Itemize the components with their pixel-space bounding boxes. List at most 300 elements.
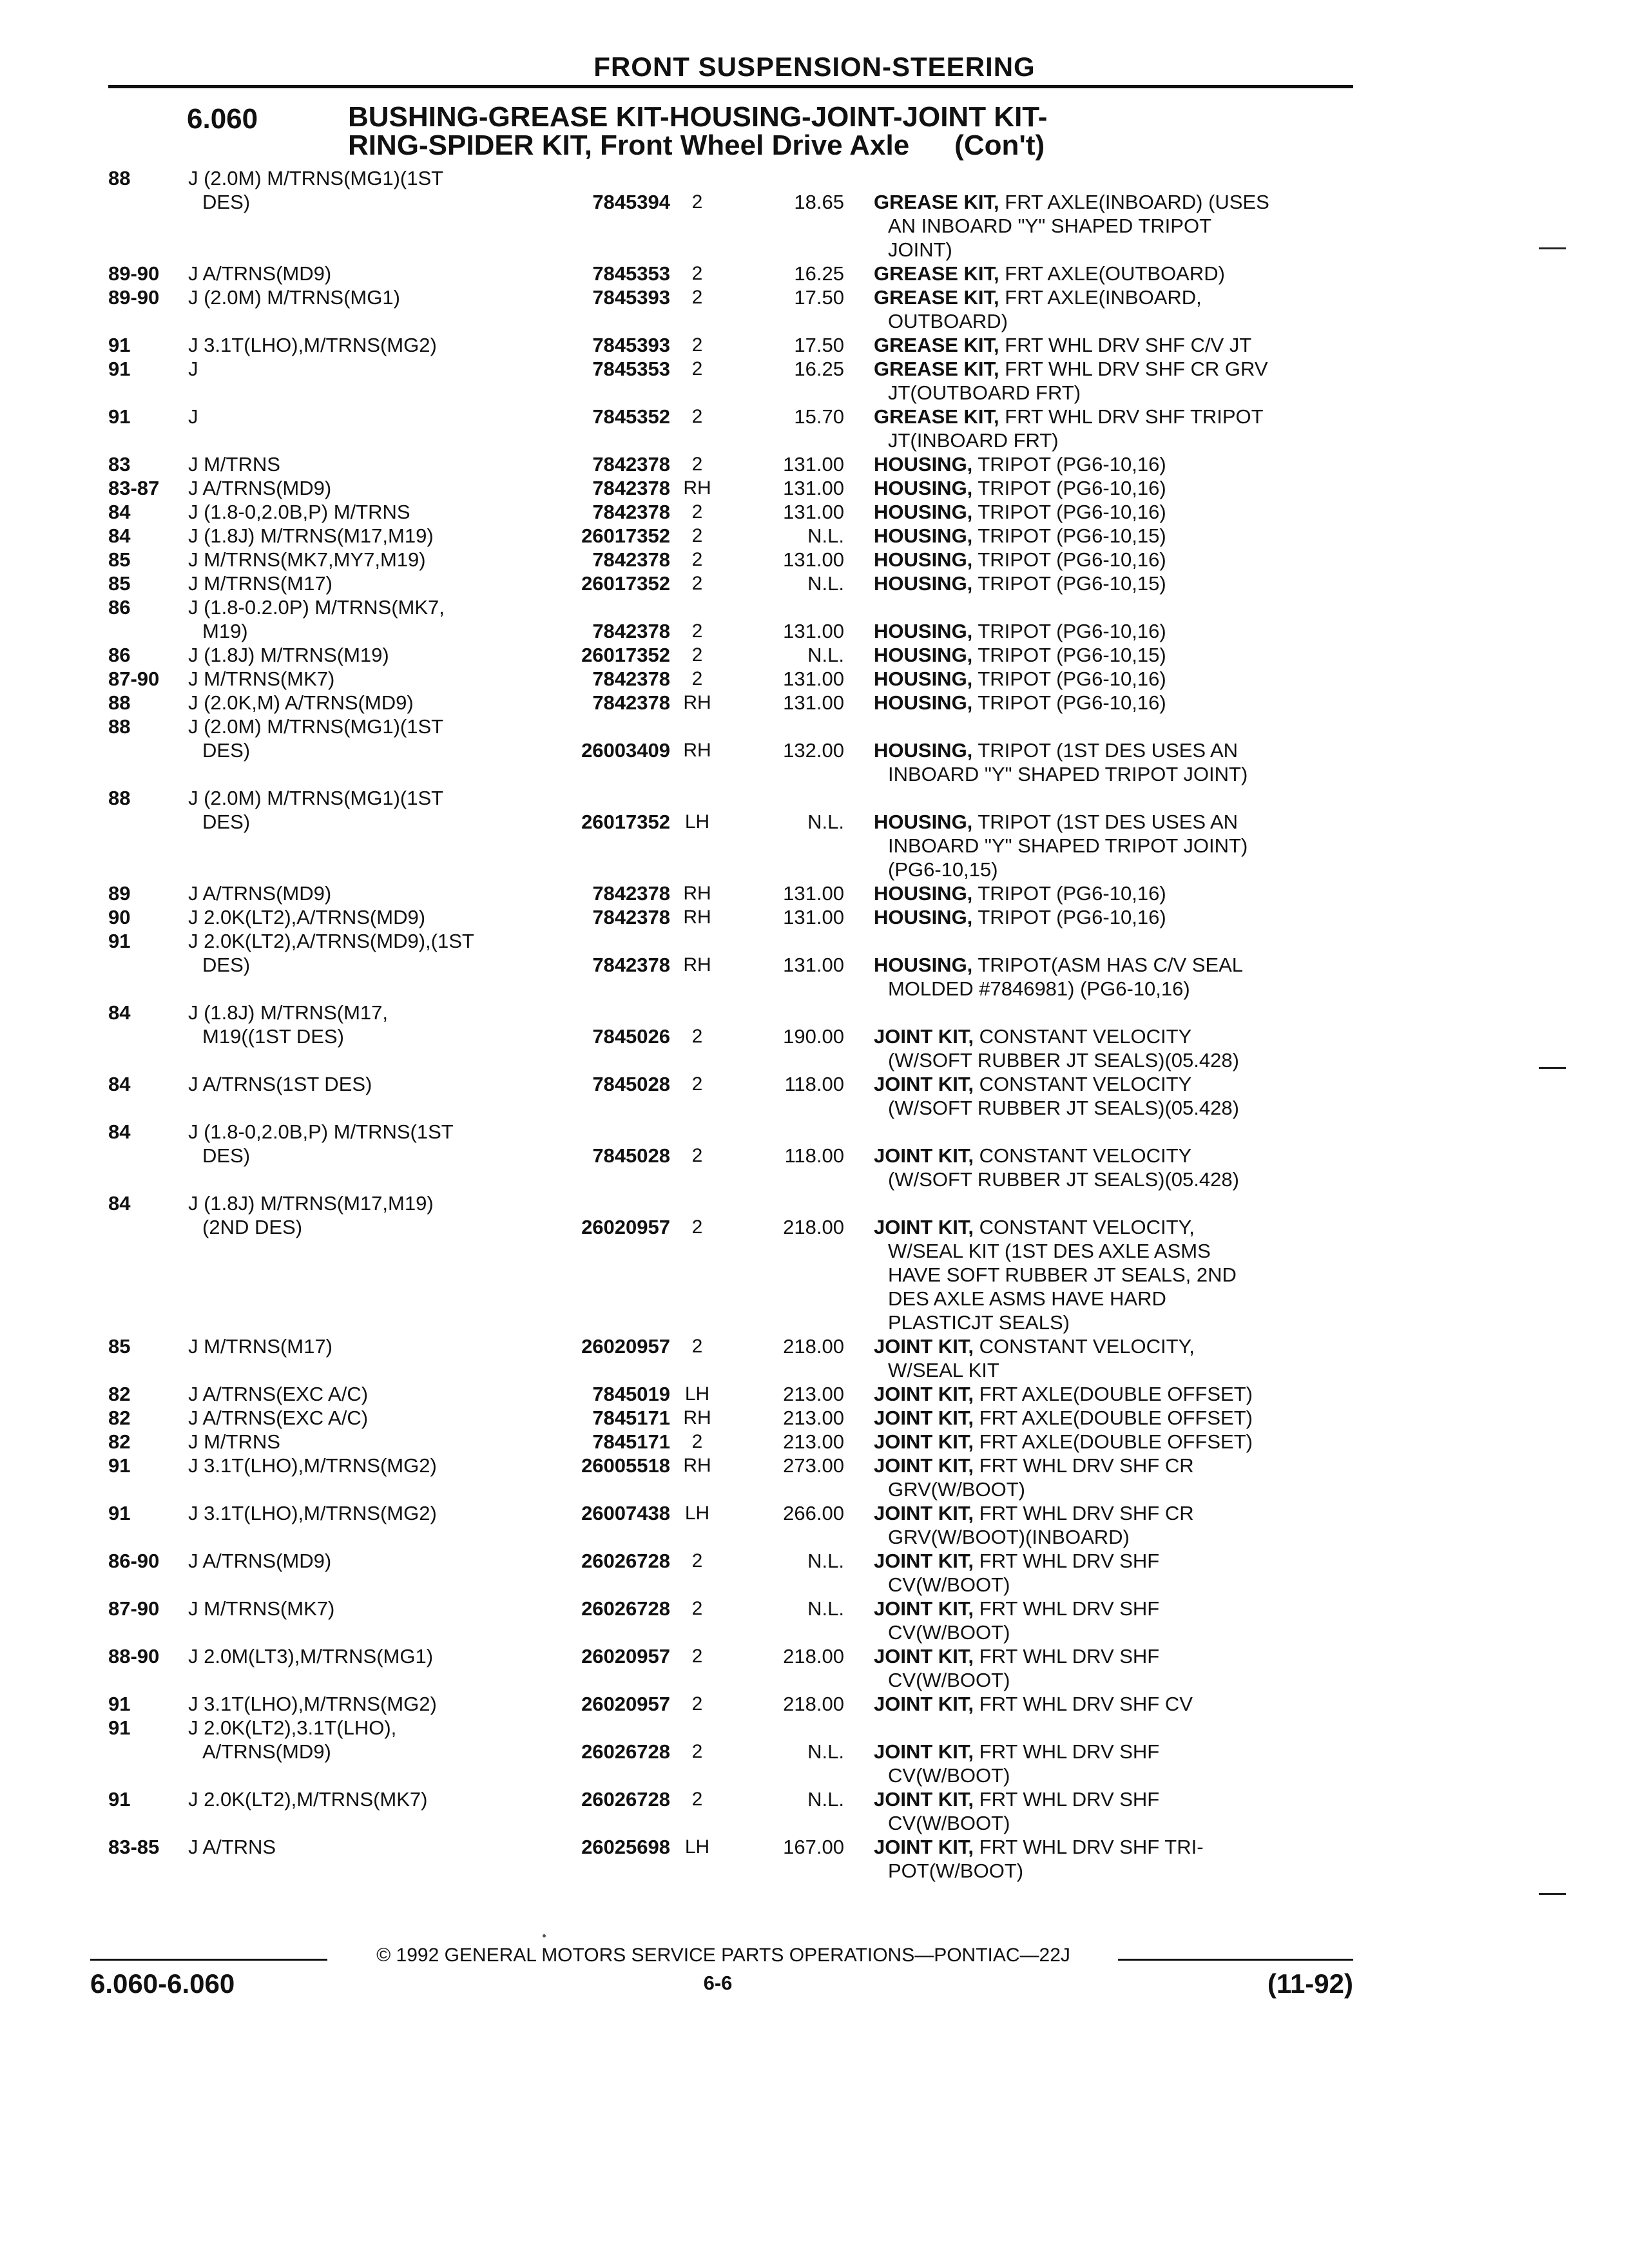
quantity: 2 [691,501,703,523]
item-text: GRV(W/BOOT)(INBOARD) [888,1526,1130,1548]
item-line [874,738,1351,762]
item-category: JOINT KIT, [874,1454,974,1477]
item-text: CV(W/BOOT) [888,1573,1010,1596]
description-line: J 2.0K(LT2),3.1T(LHO), [188,1716,397,1739]
quantity: RH [683,740,711,761]
description-line: J A/TRNS(EXC A/C) [188,1407,369,1429]
item-category: HOUSING, [874,524,973,547]
description-line: J (1.8-0,2.0B,P) M/TRNS(1ST [188,1120,454,1143]
item-category: HOUSING, [874,477,973,499]
application-description [188,905,425,929]
item-text: PLASTICJT SEALS) [888,1311,1070,1334]
item-line [874,1144,1351,1168]
description-line: J M/TRNS(MK7) [188,668,335,690]
list-price: 118.00 [784,1144,844,1167]
item-line [874,881,1351,905]
item-text: MOLDED #7846981) (PG6-10,16) [888,977,1190,1000]
item-line [874,1811,1351,1835]
description-line: J (1.8J) M/TRNS(M17, [188,1001,389,1024]
part-row [0,452,1629,476]
item-name [874,1787,1351,1835]
item-text: DES AXLE ASMS HAVE HARD [888,1287,1166,1310]
application-description [188,166,443,214]
model-year: 84 [108,524,131,547]
model-year: 85 [108,548,131,571]
item-line [874,1334,1351,1358]
item-text: TRIPOT (PG6-10,16) [978,691,1166,714]
item-line [874,214,1351,238]
description-line: J M/TRNS(M17) [188,572,333,595]
quantity: 2 [691,1598,703,1619]
model-year: 86-90 [108,1550,160,1572]
item-name [874,1334,1351,1382]
item-text: AN INBOARD "Y" SHAPED TRIPOT [888,215,1212,237]
item-name [874,1692,1351,1716]
item-line [874,1048,1351,1072]
description-line: DES) [202,811,251,833]
item-text: POT(W/BOOT) [888,1860,1024,1882]
application-description [188,452,280,476]
description-line: J (1.8J) M/TRNS(M19) [188,644,389,666]
application-description [188,1716,396,1763]
quantity: 2 [691,1026,703,1047]
part-row [0,357,1629,405]
list-price: N.L. [807,1788,844,1811]
item-text: FRT WHL DRV SHF CV [979,1693,1193,1715]
item-category: HOUSING, [874,691,973,714]
list-price: 131.00 [783,691,844,714]
description-line: J (2.0M) M/TRNS(MG1)(1ST [188,167,444,189]
part-number: 26020957 [581,1216,670,1238]
subsection-title-line1: BUSHING-GREASE KIT-HOUSING-JOINT-JOINT KIT- [348,101,1048,133]
item-name [874,405,1351,452]
application-description [188,1835,276,1859]
item-category: JOINT KIT, [874,1788,974,1811]
quantity: RH [683,1455,711,1476]
description-line: DES) [202,954,251,976]
description-line: DES) [202,1144,251,1167]
item-category: JOINT KIT, [874,1836,974,1858]
item-text: CONSTANT VELOCITY [979,1144,1192,1167]
item-text: W/SEAL KIT [888,1359,999,1381]
model-year: 83-85 [108,1836,160,1858]
item-line [874,1740,1351,1763]
part-row [0,1787,1629,1835]
model-year: 87-90 [108,668,160,690]
item-name [874,1430,1351,1454]
list-price: 131.00 [783,882,844,905]
application-description [188,524,434,548]
item-category: HOUSING, [874,644,973,666]
application-description [188,572,333,595]
application-description [188,1382,368,1406]
item-line [874,1072,1351,1096]
description-line: J (1.8-0.2.0P) M/TRNS(MK7, [188,596,445,619]
part-number: 26026728 [581,1788,670,1811]
item-name [874,1597,1351,1644]
part-row [0,548,1629,572]
item-line [874,1239,1351,1263]
application-description [188,548,426,572]
quantity: 2 [691,1073,703,1095]
model-year: 82 [108,1383,131,1405]
item-name [874,619,1351,643]
part-number: 7845026 [592,1025,670,1048]
list-price: N.L. [807,811,844,833]
item-text: CV(W/BOOT) [888,1764,1010,1787]
item-name [874,333,1351,357]
header-rule [108,85,1353,88]
model-year: 91 [108,1502,131,1524]
application-description [188,405,198,428]
item-text: FRT WHL DRV SHF [979,1550,1160,1572]
list-price: N.L. [807,572,844,595]
list-price: N.L. [807,524,844,547]
part-row [0,691,1629,715]
application-description [188,1549,331,1573]
quantity: 2 [691,334,703,356]
item-line [874,357,1351,381]
item-line [874,905,1351,929]
list-price: N.L. [807,644,844,666]
model-year: 88 [108,787,131,809]
item-name [874,1835,1351,1883]
item-line [874,1430,1351,1454]
item-name [874,953,1351,1001]
part-number: 7842378 [592,668,670,690]
item-line [874,524,1351,548]
model-year: 91 [108,930,131,952]
model-year: 91 [108,1788,131,1811]
model-year: 83-87 [108,477,160,499]
description-line: (2ND DES) [202,1216,303,1238]
item-name [874,1406,1351,1430]
quantity: 2 [691,1741,703,1762]
item-line [874,691,1351,715]
item-line [874,1620,1351,1644]
part-number: 7845028 [592,1073,670,1095]
list-price: N.L. [807,1740,844,1763]
footer-section-range: 6.060-6.060 [90,1968,235,1999]
item-category: JOINT KIT, [874,1407,974,1429]
description-line: J M/TRNS(MK7) [188,1597,335,1620]
item-text: TRIPOT (1ST DES USES AN [978,811,1239,833]
description-line: M19) [202,620,248,642]
part-number: 7845171 [592,1407,670,1429]
part-row [0,1644,1629,1692]
model-year: 85 [108,1335,131,1358]
item-name [874,357,1351,405]
item-text: FRT AXLE(OUTBOARD) [1005,262,1225,285]
item-category: JOINT KIT, [874,1693,974,1715]
application-description [188,786,443,834]
model-year: 84 [108,1073,131,1095]
item-text: JT(OUTBOARD FRT) [888,381,1081,404]
item-name [874,1501,1351,1549]
part-row [0,1334,1629,1382]
item-category: HOUSING, [874,954,973,976]
item-line [874,1358,1351,1382]
description-line: DES) [202,739,251,762]
quantity: 2 [691,1789,703,1810]
quantity: LH [684,1503,710,1524]
description-line: J (1.8J) M/TRNS(M17,M19) [188,524,434,547]
list-price: 17.50 [794,286,844,309]
description-line: J (2.0M) M/TRNS(MG1)(1ST [188,715,444,738]
item-name [874,476,1351,500]
quantity: 2 [691,1693,703,1715]
application-description [188,1692,437,1716]
item-text: FRT WHL DRV SHF [979,1788,1160,1811]
item-text: FRT AXLE(DOUBLE OFFSET) [979,1383,1253,1405]
item-text: TRIPOT (PG6-10,15) [978,644,1166,666]
item-line [874,476,1351,500]
item-line [874,1549,1351,1573]
list-price: 15.70 [794,405,844,428]
item-text: W/SEAL KIT (1ST DES AXLE ASMS [888,1240,1211,1262]
model-year: 89-90 [108,286,160,309]
part-number: 26007438 [581,1502,670,1524]
part-row [0,643,1629,667]
part-number: 7845028 [592,1144,670,1167]
quantity: 2 [691,1336,703,1357]
parts-list [0,166,1629,1883]
description-line: J 3.1T(LHO),M/TRNS(MG2) [188,334,437,356]
item-name [874,1644,1351,1692]
list-price: 218.00 [783,1216,844,1238]
item-category: HOUSING, [874,548,973,571]
application-description [188,595,445,643]
model-year: 88 [108,691,131,714]
part-number: 7842378 [592,954,670,976]
application-description [188,476,331,500]
quantity: LH [684,1383,710,1405]
description-line: J (2.0M) M/TRNS(MG1) [188,286,400,309]
item-text: FRT WHL DRV SHF TRI- [979,1836,1204,1858]
part-number: 26020957 [581,1335,670,1358]
item-name [874,1144,1351,1191]
model-year: 90 [108,906,131,928]
item-line [874,1096,1351,1120]
description-line: J (2.0M) M/TRNS(MG1)(1ST [188,787,444,809]
part-number: 7845393 [592,334,670,356]
item-line [874,1573,1351,1597]
margin-mark [1539,1067,1566,1069]
item-text: TRIPOT (1ST DES USES AN [978,739,1239,762]
description-line: J M/TRNS(M17) [188,1335,333,1358]
part-number: 7842378 [592,548,670,571]
item-text: TRIPOT (PG6-10,15) [978,572,1166,595]
item-line [874,190,1351,214]
model-year: 85 [108,572,131,595]
item-text: CONSTANT VELOCITY, [979,1216,1195,1238]
application-description [188,667,334,691]
item-text: FRT WHL DRV SHF CR [979,1502,1194,1524]
item-text: FRT AXLE(INBOARD) (USES [1005,191,1269,213]
part-number: 7842378 [592,882,670,905]
quantity: RH [683,883,711,904]
part-number: 26026728 [581,1597,670,1620]
subsection-title-line2 [348,131,1173,160]
item-category: GREASE KIT, [874,262,999,285]
application-description [188,1597,334,1620]
list-price: 218.00 [783,1693,844,1715]
description-line: J 3.1T(LHO),M/TRNS(MG2) [188,1502,437,1524]
item-name [874,905,1351,929]
description-line: J 2.0K(LT2),A/TRNS(MD9) [188,906,426,928]
item-name [874,572,1351,595]
part-number: 26020957 [581,1645,670,1667]
application-description [188,929,474,977]
quantity: 2 [691,287,703,308]
description-line: J M/TRNS [188,1430,280,1453]
description-line: A/TRNS(MD9) [202,1740,331,1763]
application-description [188,1454,437,1477]
model-year: 91 [108,334,131,356]
model-year: 84 [108,1120,131,1143]
application-description [188,1501,437,1525]
item-text: JT(INBOARD FRT) [888,429,1059,452]
application-description [188,1191,434,1239]
list-price: 17.50 [794,334,844,356]
item-line [874,1692,1351,1716]
item-line [874,238,1351,262]
part-row [0,476,1629,500]
item-text: TRIPOT (PG6-10,16) [978,906,1166,928]
description-line: J A/TRNS(MD9) [188,262,332,285]
description-line: J M/TRNS [188,453,280,476]
item-category: GREASE KIT, [874,334,999,356]
item-line [874,1859,1351,1883]
list-price: 213.00 [783,1430,844,1453]
item-name [874,1454,1351,1501]
item-text: TRIPOT(ASM HAS C/V SEAL [978,954,1244,976]
item-category: JOINT KIT, [874,1216,974,1238]
model-year: 91 [108,358,131,380]
item-category: GREASE KIT, [874,358,999,380]
model-year: 88-90 [108,1645,160,1667]
part-number: 7842378 [592,620,670,642]
item-name [874,285,1351,333]
item-text: FRT WHL DRV SHF CR [979,1454,1194,1477]
item-text: INBOARD "Y" SHAPED TRIPOT JOINT) [888,834,1248,857]
description-line: M19((1ST DES) [202,1025,344,1048]
list-price: 131.00 [783,501,844,523]
list-price: 131.00 [783,906,844,928]
list-price: 131.00 [783,954,844,976]
item-line [874,1215,1351,1239]
model-year: 91 [108,405,131,428]
scan-speck [543,1934,546,1937]
application-description [188,1120,454,1168]
item-text: INBOARD "Y" SHAPED TRIPOT JOINT) [888,763,1248,785]
item-text: TRIPOT (PG6-10,16) [978,453,1166,476]
quantity: 2 [691,263,703,284]
application-description [188,1334,333,1358]
item-line [874,667,1351,691]
item-name [874,643,1351,667]
item-line [874,1668,1351,1692]
item-line [874,1644,1351,1668]
list-price: 16.25 [794,358,844,380]
item-text: CV(W/BOOT) [888,1621,1010,1644]
margin-mark [1539,247,1566,249]
item-name [874,524,1351,548]
item-text: OUTBOARD) [888,310,1008,332]
item-name [874,190,1351,262]
part-row [0,285,1629,333]
part-number: 7845019 [592,1383,670,1405]
item-name [874,1740,1351,1787]
model-year: 86 [108,596,131,619]
application-description [188,643,389,667]
item-category: JOINT KIT, [874,1550,974,1572]
item-line [874,333,1351,357]
item-text: TRIPOT (PG6-10,16) [978,620,1166,642]
item-text: FRT AXLE(DOUBLE OFFSET) [979,1407,1253,1429]
part-row [0,405,1629,452]
model-year: 84 [108,501,131,523]
item-name [874,810,1351,881]
description-line: J (1.8-0,2.0B,P) M/TRNS [188,501,410,523]
footer-copyright: © 1992 GENERAL MOTORS SERVICE PARTS OPERATIONS—PONTIAC—22J [376,1945,1070,1966]
quantity: RH [683,692,711,713]
model-year: 84 [108,1192,131,1215]
item-category: GREASE KIT, [874,405,999,428]
quantity: 2 [691,454,703,475]
item-name [874,1549,1351,1597]
quantity: 2 [691,1145,703,1166]
model-year: 89 [108,882,131,905]
item-category: HOUSING, [874,572,973,595]
item-line [874,428,1351,452]
part-number: 7845393 [592,286,670,309]
item-line [874,309,1351,333]
list-price: 131.00 [783,668,844,690]
part-row [0,1716,1629,1787]
part-row [0,1549,1629,1597]
item-text: FRT WHL DRV SHF CR GRV [1005,358,1268,380]
quantity: 2 [691,549,703,570]
part-number: 26005518 [581,1454,670,1477]
part-row [0,667,1629,691]
part-number: 7845394 [592,191,670,213]
description-line: J A/TRNS(MD9) [188,882,332,905]
quantity: LH [684,1836,710,1858]
item-line [874,572,1351,595]
part-row [0,1072,1629,1120]
item-text: GRV(W/BOOT) [888,1478,1025,1501]
list-price: 131.00 [783,548,844,571]
list-price: N.L. [807,1550,844,1572]
description-line: J A/TRNS(MD9) [188,477,332,499]
item-text: CONSTANT VELOCITY, [979,1335,1195,1358]
item-category: JOINT KIT, [874,1144,974,1167]
item-line [874,858,1351,881]
application-description [188,1001,388,1048]
item-category: GREASE KIT, [874,191,999,213]
item-line [874,1763,1351,1787]
part-row [0,1692,1629,1716]
item-line [874,1311,1351,1334]
model-year: 83 [108,453,131,476]
description-line: J A/TRNS(MD9) [188,1550,332,1572]
item-line [874,1597,1351,1620]
list-price: 18.65 [794,191,844,213]
section-title: FRONT SUSPENSION-STEERING [593,52,1036,82]
model-year: 91 [108,1454,131,1477]
item-category: JOINT KIT, [874,1430,974,1453]
